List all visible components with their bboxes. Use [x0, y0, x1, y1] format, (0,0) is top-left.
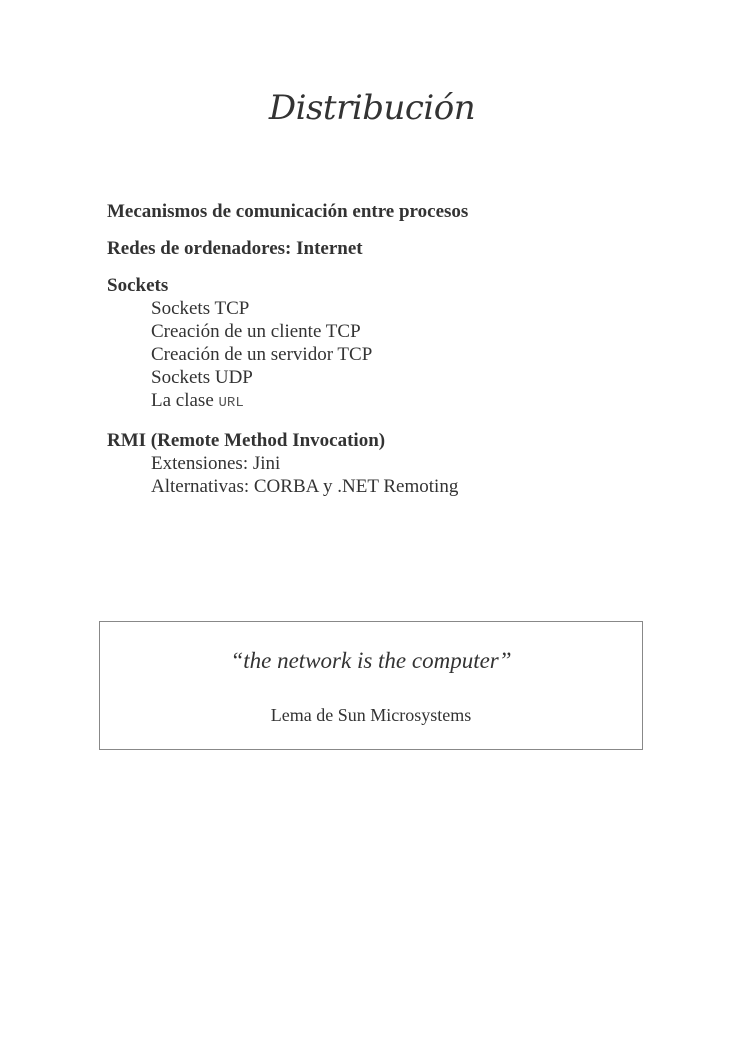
section-heading: RMI (Remote Method Invocation) [107, 430, 386, 451]
list-item: Extensiones: Jini [151, 453, 281, 474]
section-heading: Sockets [107, 275, 169, 296]
list-item-url-class [151, 389, 667, 415]
class-code: URL [218, 395, 244, 411]
class-prefix: La clase [151, 390, 214, 411]
list-item: Creación de un cliente TCP [151, 321, 361, 342]
section-heading: Redes de ordenadores: Internet [107, 238, 363, 259]
list-item: Alternativas: CORBA y .NET Remoting [151, 476, 459, 497]
quote-box [99, 621, 643, 750]
topic-outline [107, 200, 667, 512]
list-item: Sockets UDP [151, 367, 253, 388]
quote-text: “the network is the computer” [230, 648, 512, 673]
section-sockets [107, 274, 667, 415]
list-item: Creación de un servidor TCP [151, 344, 373, 365]
sockets-subtopics [107, 297, 667, 415]
section-rmi [107, 429, 667, 498]
quote-source: Lema de Sun Microsystems [270, 705, 472, 725]
section-networks [107, 237, 667, 260]
page-title: Distribución [268, 88, 476, 128]
section-heading: Mecanismos de comunicación entre procesos [107, 201, 469, 222]
rmi-subtopics [107, 452, 667, 498]
list-item: Sockets TCP [151, 298, 250, 319]
section-ipc [107, 200, 667, 223]
